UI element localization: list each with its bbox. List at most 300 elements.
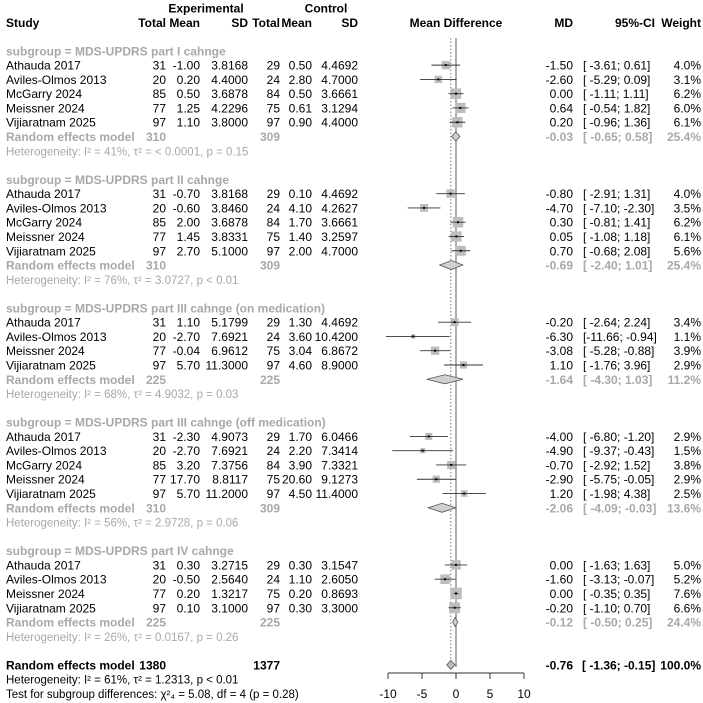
study-md-text: 0.70: [549, 244, 573, 259]
study-point: [428, 435, 430, 437]
study-e-mean: 1.10: [176, 115, 200, 130]
study-weight: 4.0%: [673, 187, 701, 202]
study-name: Vijiaratnam 2025: [6, 115, 96, 130]
study-c-sd: 9.1273: [321, 472, 358, 487]
study-e-mean: -2.30: [172, 429, 200, 444]
subgroup-re-ci: [ -2.40; 1.01]: [583, 258, 653, 273]
study-point: [435, 478, 437, 480]
subgroup-re-md: -1.64: [545, 372, 573, 387]
study-e-mean: -0.50: [172, 572, 200, 587]
study-point: [455, 564, 457, 566]
study-point: [445, 64, 447, 66]
study-c-mean: 20.60: [281, 472, 312, 487]
study-ci: [ -6.80; -1.20]: [583, 429, 655, 444]
study-c-total: 84: [266, 87, 280, 102]
study-ci: [-11.66; -0.94]: [583, 329, 657, 344]
subgroup-re-c-total: 309: [259, 258, 280, 273]
study-name: Meissner 2024: [6, 344, 85, 359]
overall-heterogeneity: Heterogeneity: I² = 61%, τ² = 1.2313, p < 0.01: [6, 674, 239, 687]
study-md-text: -2.60: [545, 72, 573, 87]
study-c-sd: 0.8693: [321, 586, 358, 601]
study-md-text: -1.60: [545, 572, 573, 587]
study-weight: 2.9%: [673, 358, 701, 373]
subgroup-re-weight: 13.6%: [666, 501, 701, 516]
study-c-total: 75: [266, 229, 280, 244]
subgroup-diamond: [427, 375, 463, 384]
study-c-sd: 8.9000: [321, 358, 358, 373]
subgroup-re-e-total: 225: [145, 372, 166, 387]
study-point: [454, 607, 456, 609]
study-md-text: -2.90: [545, 472, 573, 487]
study-c-sd: 7.3414: [321, 444, 358, 459]
study-c-mean: 4.50: [288, 487, 312, 502]
subgroup-heterogeneity: Heterogeneity: I² = 76%, τ² = 3.0727, p < 0.01: [6, 274, 239, 287]
study-name: Aviles-Olmos 2013: [6, 329, 107, 344]
study-point: [422, 450, 424, 452]
header-mean-difference: Mean Difference: [409, 15, 503, 30]
study-point: [450, 464, 452, 466]
study-e-total: 20: [152, 329, 166, 344]
study-name: Vijiaratnam 2025: [6, 487, 96, 502]
study-e-sd: 4.9073: [211, 429, 248, 444]
study-e-mean: 2.00: [176, 215, 200, 230]
study-c-mean: 1.10: [288, 572, 312, 587]
subgroup-re-md: -0.03: [545, 130, 573, 145]
header-mean: Mean: [169, 15, 200, 30]
study-md-text: -0.20: [545, 315, 573, 330]
study-e-sd: 6.9612: [211, 344, 248, 359]
study-md-text: 0.30: [549, 215, 573, 230]
subgroup-re-weight: 11.2%: [667, 372, 701, 387]
study-c-mean: 1.30: [288, 315, 312, 330]
study-e-mean: 0.20: [176, 72, 200, 87]
study-c-mean: 2.20: [288, 444, 312, 459]
study-c-total: 29: [266, 558, 280, 573]
study-md-text: 1.20: [549, 487, 573, 502]
subgroup-re-label: Random effects model: [6, 130, 135, 145]
study-ci: [ -2.92; 1.52]: [583, 458, 651, 473]
study-e-sd: 7.6921: [211, 329, 248, 344]
study-c-total: 75: [266, 586, 280, 601]
study-e-total: 97: [152, 487, 166, 502]
study-md-text: 0.64: [549, 101, 573, 116]
subgroup-heterogeneity: Heterogeneity: I² = 41%, τ² = < 0.0001, p = 0.15: [6, 146, 249, 159]
study-weight: 6.1%: [673, 229, 701, 244]
study-weight: 4.0%: [673, 58, 701, 73]
subgroup-re-e-total: 225: [145, 615, 166, 630]
study-e-sd: 3.2715: [211, 558, 248, 573]
study-ci: [ -3.61; 0.61]: [583, 58, 651, 73]
subgroup-heterogeneity: Heterogeneity: I² = 68%, τ² = 4.9032, p = 0.03: [6, 389, 239, 402]
subgroup-re-weight: 25.4%: [666, 258, 701, 273]
x-tick-label: 5: [486, 686, 494, 701]
study-c-mean: 4.60: [288, 358, 312, 373]
study-point: [457, 221, 459, 223]
subgroup-title: subgroup = MDS-UPDRS part IV cahnge: [6, 544, 234, 559]
study-e-sd: 11.3000: [205, 358, 248, 373]
study-c-total: 29: [266, 429, 280, 444]
study-e-total: 97: [152, 115, 166, 130]
study-c-mean: 0.50: [288, 58, 312, 73]
study-ci: [ -1.08; 1.18]: [583, 229, 651, 244]
study-c-total: 84: [266, 458, 280, 473]
study-e-total: 77: [152, 101, 166, 116]
study-e-total: 31: [152, 187, 166, 202]
subgroup-diamond: [428, 503, 456, 512]
study-e-sd: 4.2296: [211, 101, 248, 116]
study-e-sd: 3.8460: [211, 201, 248, 216]
study-c-total: 24: [266, 329, 280, 344]
study-c-sd: 4.7000: [321, 72, 358, 87]
study-name: McGarry 2024: [6, 87, 83, 102]
study-c-sd: 6.0466: [321, 429, 358, 444]
study-c-sd: 4.2627: [321, 201, 358, 216]
study-point: [434, 350, 436, 352]
study-e-total: 77: [152, 586, 166, 601]
study-e-total: 77: [152, 472, 166, 487]
study-c-mean: 1.70: [288, 215, 312, 230]
study-name: Athauda 2017: [6, 315, 81, 330]
study-point: [459, 107, 461, 109]
study-e-total: 85: [152, 87, 166, 102]
study-md-text: -0.20: [545, 601, 573, 616]
study-e-sd: 1.3217: [211, 586, 248, 601]
study-c-mean: 3.60: [288, 329, 312, 344]
study-e-sd: 3.8168: [211, 187, 248, 202]
study-e-total: 85: [152, 215, 166, 230]
subgroup-diamond: [452, 132, 460, 141]
study-c-sd: 3.3000: [321, 601, 358, 616]
study-c-total: 29: [266, 315, 280, 330]
subgroup-re-c-total: 309: [259, 501, 280, 516]
study-c-mean: 0.90: [288, 115, 312, 130]
study-e-mean: -0.70: [172, 187, 200, 202]
study-e-sd: 5.1799: [211, 315, 248, 330]
study-name: Athauda 2017: [6, 187, 81, 202]
x-tick-label: -10: [379, 686, 397, 701]
study-e-total: 31: [152, 429, 166, 444]
overall-re-label: Random effects model: [6, 658, 135, 673]
study-point: [455, 592, 457, 594]
study-c-total: 24: [266, 201, 280, 216]
study-point: [455, 93, 457, 95]
study-e-total: 20: [152, 572, 166, 587]
study-weight: 6.2%: [673, 87, 701, 102]
subgroup-heterogeneity: Heterogeneity: I² = 56%, τ² = 2.9728, p = 0.06: [6, 517, 239, 530]
study-point: [412, 335, 414, 337]
study-e-total: 20: [152, 72, 166, 87]
subgroup-re-c-total: 309: [259, 130, 280, 145]
study-c-total: 29: [266, 187, 280, 202]
study-weight: 2.9%: [673, 429, 701, 444]
study-c-mean: 0.61: [288, 101, 312, 116]
subgroup-re-c-total: 225: [259, 615, 280, 630]
study-name: Aviles-Olmos 2013: [6, 444, 107, 459]
study-md-text: -4.90: [545, 444, 573, 459]
study-c-sd: 3.1294: [321, 101, 358, 116]
study-name: McGarry 2024: [6, 215, 83, 230]
study-ci: [ -5.75; -0.05]: [583, 472, 655, 487]
study-c-sd: 10.4200: [314, 329, 358, 344]
study-ci: [ -1.10; 0.70]: [583, 601, 651, 616]
header-control: Control: [304, 1, 348, 16]
study-e-mean: 0.50: [176, 87, 200, 102]
study-ci: [ -5.28; -0.88]: [583, 344, 655, 359]
study-c-sd: 3.1547: [321, 558, 358, 573]
study-weight: 3.8%: [673, 458, 701, 473]
study-weight: 6.6%: [673, 601, 701, 616]
study-c-sd: 4.4692: [321, 187, 358, 202]
subgroup-re-c-total: 225: [259, 372, 280, 387]
study-e-sd: 7.3756: [211, 458, 248, 473]
study-weight: 5.0%: [673, 558, 701, 573]
study-c-mean: 3.90: [288, 458, 312, 473]
study-ci: [ -7.10; -2.30]: [583, 201, 655, 216]
study-md-text: -4.70: [545, 201, 573, 216]
study-e-mean: 2.70: [176, 244, 200, 259]
study-e-sd: 11.2000: [205, 487, 248, 502]
study-md-text: 1.10: [549, 358, 573, 373]
study-point: [463, 493, 465, 495]
study-e-mean: 1.10: [176, 315, 200, 330]
study-ci: [ -9.37; -0.43]: [583, 444, 655, 459]
study-weight: 3.5%: [673, 201, 701, 216]
study-c-mean: 0.30: [288, 601, 312, 616]
study-md-text: -0.70: [545, 458, 573, 473]
study-ci: [ -0.68; 2.08]: [583, 244, 651, 259]
study-point: [450, 193, 452, 195]
study-e-total: 31: [152, 558, 166, 573]
study-e-mean: -2.70: [172, 329, 200, 344]
study-e-sd: 8.8117: [212, 472, 248, 487]
study-point: [454, 321, 456, 323]
study-c-sd: 3.6661: [321, 215, 358, 230]
study-e-mean: 0.20: [176, 586, 200, 601]
study-c-mean: 0.10: [288, 187, 312, 202]
header-mean: Mean: [281, 15, 312, 30]
overall-e-total: 1380: [139, 658, 166, 673]
study-e-sd: 4.4000: [211, 72, 248, 87]
study-e-sd: 3.8168: [211, 58, 248, 73]
subgroup-diamond: [440, 261, 463, 270]
study-weight: 6.2%: [673, 215, 701, 230]
x-tick-label: 0: [452, 686, 460, 701]
study-weight: 6.1%: [673, 115, 701, 130]
study-weight: 3.4%: [673, 315, 701, 330]
study-c-total: 24: [266, 444, 280, 459]
study-e-total: 97: [152, 358, 166, 373]
subgroup-title: subgroup = MDS-UPDRS part III cahnge (off medication): [6, 415, 326, 430]
header-weight: Weight: [661, 15, 701, 30]
header-total: Total: [138, 15, 166, 30]
subgroup-re-ci: [ -4.30; 1.03]: [583, 372, 653, 387]
overall-diamond: [447, 660, 455, 669]
study-c-sd: 4.4692: [321, 58, 358, 73]
study-weight: 5.2%: [673, 572, 701, 587]
study-weight: 6.0%: [673, 101, 701, 116]
study-e-mean: 0.30: [176, 558, 200, 573]
subgroup-re-md: -0.12: [545, 615, 573, 630]
overall-ci: [ -1.36; -0.15]: [582, 658, 656, 673]
study-c-mean: 0.20: [288, 586, 312, 601]
study-c-sd: 11.4000: [315, 487, 358, 502]
study-e-mean: -0.60: [172, 201, 200, 216]
study-e-sd: 3.1000: [211, 601, 248, 616]
study-weight: 5.6%: [673, 244, 701, 259]
subgroup-heterogeneity: Heterogeneity: I² = 26%, τ² = 0.0167, p = 0.26: [6, 631, 239, 644]
study-c-total: 84: [266, 215, 280, 230]
study-ci: [ -1.98; 4.38]: [583, 487, 651, 502]
subgroup-title: subgroup = MDS-UPDRS part III cahnge (on medication): [6, 301, 326, 316]
study-name: Meissner 2024: [6, 101, 85, 116]
study-name: Vijiaratnam 2025: [6, 244, 96, 259]
study-name: Meissner 2024: [6, 229, 85, 244]
study-ci: [ -0.96; 1.36]: [583, 115, 651, 130]
study-e-mean: -0.04: [172, 344, 200, 359]
study-c-total: 24: [266, 72, 280, 87]
study-md-text: 0.00: [549, 558, 573, 573]
subgroup-re-label: Random effects model: [6, 501, 135, 516]
study-c-total: 24: [266, 572, 280, 587]
study-c-sd: 4.4000: [321, 115, 358, 130]
study-name: Vijiaratnam 2025: [6, 358, 96, 373]
study-weight: 1.5%: [673, 444, 701, 459]
study-md-text: -0.80: [545, 187, 573, 202]
study-name: Athauda 2017: [6, 558, 81, 573]
subgroup-re-e-total: 310: [145, 258, 166, 273]
subgroup-re-weight: 25.4%: [666, 130, 701, 145]
study-c-mean: 0.30: [288, 558, 312, 573]
study-weight: 3.9%: [673, 344, 701, 359]
study-e-mean: -1.00: [172, 58, 200, 73]
study-e-mean: -2.70: [172, 444, 200, 459]
study-name: Athauda 2017: [6, 58, 81, 73]
subgroup-title: subgroup = MDS-UPDRS part I cahnge: [6, 44, 226, 59]
study-ci: [ -2.91; 1.31]: [583, 187, 651, 202]
study-e-sd: 3.6878: [211, 215, 248, 230]
study-md-text: 0.00: [549, 586, 573, 601]
study-c-mean: 1.40: [288, 229, 312, 244]
study-c-mean: 2.00: [288, 244, 312, 259]
subgroup-re-ci: [ -0.50; 0.25]: [583, 615, 653, 630]
study-name: Aviles-Olmos 2013: [6, 572, 107, 587]
header-md: MD: [554, 15, 573, 30]
study-e-total: 31: [152, 315, 166, 330]
study-md-text: 0.00: [549, 87, 573, 102]
study-ci: [ -5.29; 0.09]: [583, 72, 651, 87]
header-total: Total: [252, 15, 280, 30]
study-c-sd: 7.3321: [321, 458, 358, 473]
x-tick-label: -5: [416, 686, 428, 701]
study-e-sd: 3.8331: [211, 229, 248, 244]
overall-c-total: 1377: [253, 658, 280, 673]
study-md-text: -6.30: [545, 329, 573, 344]
study-ci: [ -3.13; -0.07]: [583, 572, 655, 587]
subgroup-re-weight: 24.4%: [666, 615, 701, 630]
study-point: [460, 250, 462, 252]
study-c-mean: 1.70: [288, 429, 312, 444]
study-c-mean: 0.50: [288, 87, 312, 102]
subgroup-re-md: -2.06: [545, 501, 573, 516]
subgroup-re-label: Random effects model: [6, 372, 135, 387]
study-e-mean: 1.25: [176, 101, 200, 116]
study-c-total: 97: [266, 358, 280, 373]
study-c-total: 97: [266, 244, 280, 259]
study-e-total: 31: [152, 58, 166, 73]
study-e-total: 77: [152, 229, 166, 244]
study-name: Aviles-Olmos 2013: [6, 72, 107, 87]
study-c-total: 75: [266, 101, 280, 116]
study-e-sd: 2.5640: [211, 572, 248, 587]
study-e-mean: 3.20: [176, 458, 200, 473]
study-point: [437, 78, 439, 80]
study-c-total: 97: [266, 115, 280, 130]
study-c-sd: 4.4692: [321, 315, 358, 330]
subgroup-test: Test for subgroup differences: χ²₄ = 5.08, df = 4 (p = 0.28): [6, 688, 299, 701]
study-c-total: 29: [266, 58, 280, 73]
study-c-total: 97: [266, 601, 280, 616]
subgroup-re-ci: [ -0.65; 0.58]: [583, 130, 653, 145]
x-tick-label: 10: [517, 686, 531, 701]
study-e-mean: 0.10: [176, 601, 200, 616]
study-point: [423, 207, 425, 209]
study-name: Athauda 2017: [6, 429, 81, 444]
study-name: McGarry 2024: [6, 458, 83, 473]
study-ci: [ -1.11; 1.11]: [583, 87, 649, 102]
study-md-text: 0.05: [549, 229, 573, 244]
study-c-sd: 2.6050: [321, 572, 358, 587]
study-c-mean: 4.10: [288, 201, 312, 216]
subgroup-re-e-total: 310: [145, 501, 166, 516]
study-e-total: 20: [152, 201, 166, 216]
subgroup-re-label: Random effects model: [6, 615, 135, 630]
study-c-sd: 3.2597: [321, 229, 358, 244]
study-point: [456, 121, 458, 123]
subgroup-re-md: -0.69: [545, 258, 573, 273]
study-point: [444, 578, 446, 580]
study-c-total: 75: [266, 344, 280, 359]
header-sd: SD: [341, 15, 358, 30]
study-point: [462, 364, 464, 366]
study-e-total: 20: [152, 444, 166, 459]
study-md-text: -3.08: [545, 344, 573, 359]
study-c-total: 97: [266, 487, 280, 502]
subgroup-re-ci: [ -4.09; -0.03]: [583, 501, 657, 516]
study-md-text: 0.20: [549, 115, 573, 130]
study-e-mean: 17.70: [169, 472, 200, 487]
overall-md: -0.76: [545, 658, 573, 673]
study-md-text: -1.50: [545, 58, 573, 73]
header-sd: SD: [231, 15, 248, 30]
study-weight: 2.9%: [673, 472, 701, 487]
study-name: Meissner 2024: [6, 472, 85, 487]
study-ci: [ -1.63; 1.63]: [583, 558, 651, 573]
study-c-sd: 3.6661: [321, 87, 358, 102]
study-e-total: 77: [152, 344, 166, 359]
study-name: Meissner 2024: [6, 586, 85, 601]
study-name: Aviles-Olmos 2013: [6, 201, 107, 216]
study-weight: 7.6%: [673, 586, 701, 601]
study-md-text: -4.00: [545, 429, 573, 444]
study-e-sd: 3.6878: [211, 87, 248, 102]
study-ci: [ -0.35; 0.35]: [583, 586, 651, 601]
study-e-mean: 1.45: [176, 229, 200, 244]
study-c-total: 75: [266, 472, 280, 487]
overall-weight: 100.0%: [660, 658, 701, 673]
study-ci: [ -0.54; 1.82]: [583, 101, 651, 116]
study-e-total: 85: [152, 458, 166, 473]
study-e-sd: 5.1000: [211, 244, 248, 259]
